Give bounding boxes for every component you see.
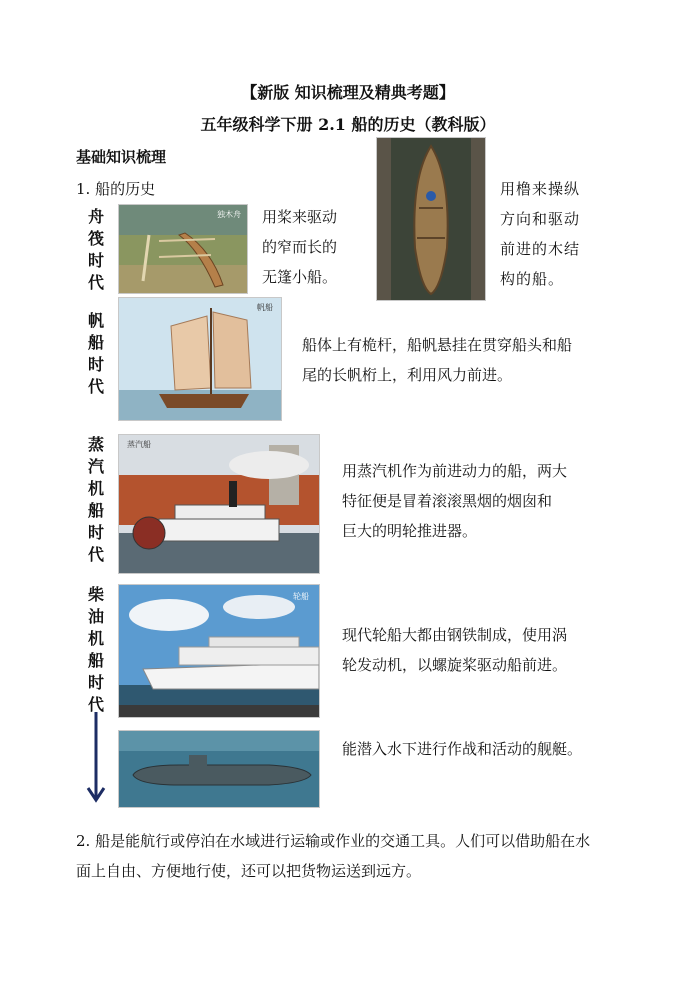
submarine-description: 能潜入水下进行作战和活动的舰艇。 <box>342 740 583 758</box>
oar-boat-description: 用橹来操纵 方向和驱动 前进的木结 构的船。 <box>500 180 581 288</box>
sailboat-image <box>118 297 282 421</box>
dugout-tag: 独木舟 <box>217 210 241 219</box>
steamboat-description: 用蒸汽机作为前进动力的船，两大 特征便是冒着滚滚黑烟的烟囱和 巨大的明轮推进器。 <box>342 462 568 540</box>
liner-tag: 轮船 <box>293 592 309 601</box>
sailboat-description: 船体上有桅杆，船帆悬挂在贯穿船头和船 尾的长帆桁上，利用风力前进。 <box>302 336 573 384</box>
liner-description: 现代轮船大都由钢铁制成，使用涡 轮发动机，以螺旋桨驱动船前进。 <box>342 626 568 674</box>
dugout-canoe-image <box>118 204 248 294</box>
steamboat-tag: 蒸汽船 <box>127 440 151 449</box>
item2-paragraph: 2. 船是能航行或停泊在水域进行运输或作业的交通工具。人们可以借助船在水 面上自由、方便地行使，还可以把货物运送到远方。 <box>76 832 591 880</box>
paddle-boat-description: 用桨来驱动 的窄而长的 无篷小船。 <box>262 208 338 286</box>
document-title: 【新版 知识梳理及精典考题】 <box>241 83 455 102</box>
era-sail: 帆 船 时 代 <box>87 311 104 396</box>
era-raft: 舟 筏 时 代 <box>87 207 104 292</box>
era-diesel: 柴 油 机 船 时 代 <box>87 585 104 714</box>
sailboat-tag: 帆船 <box>257 303 273 312</box>
section-heading: 基础知识梳理 <box>76 148 167 166</box>
wooden-oar-boat-image <box>376 137 486 301</box>
submarine-image <box>118 730 320 808</box>
era-steam: 蒸 汽 机 船 时 代 <box>87 435 104 564</box>
item1-heading: 1. 船的历史 <box>76 180 156 198</box>
timeline-arrow-icon <box>86 712 106 804</box>
document-subtitle: 五年级科学下册 2.1 船的历史（教科版） <box>200 115 496 134</box>
liner-image <box>118 584 320 718</box>
steamboat-image <box>118 434 320 574</box>
